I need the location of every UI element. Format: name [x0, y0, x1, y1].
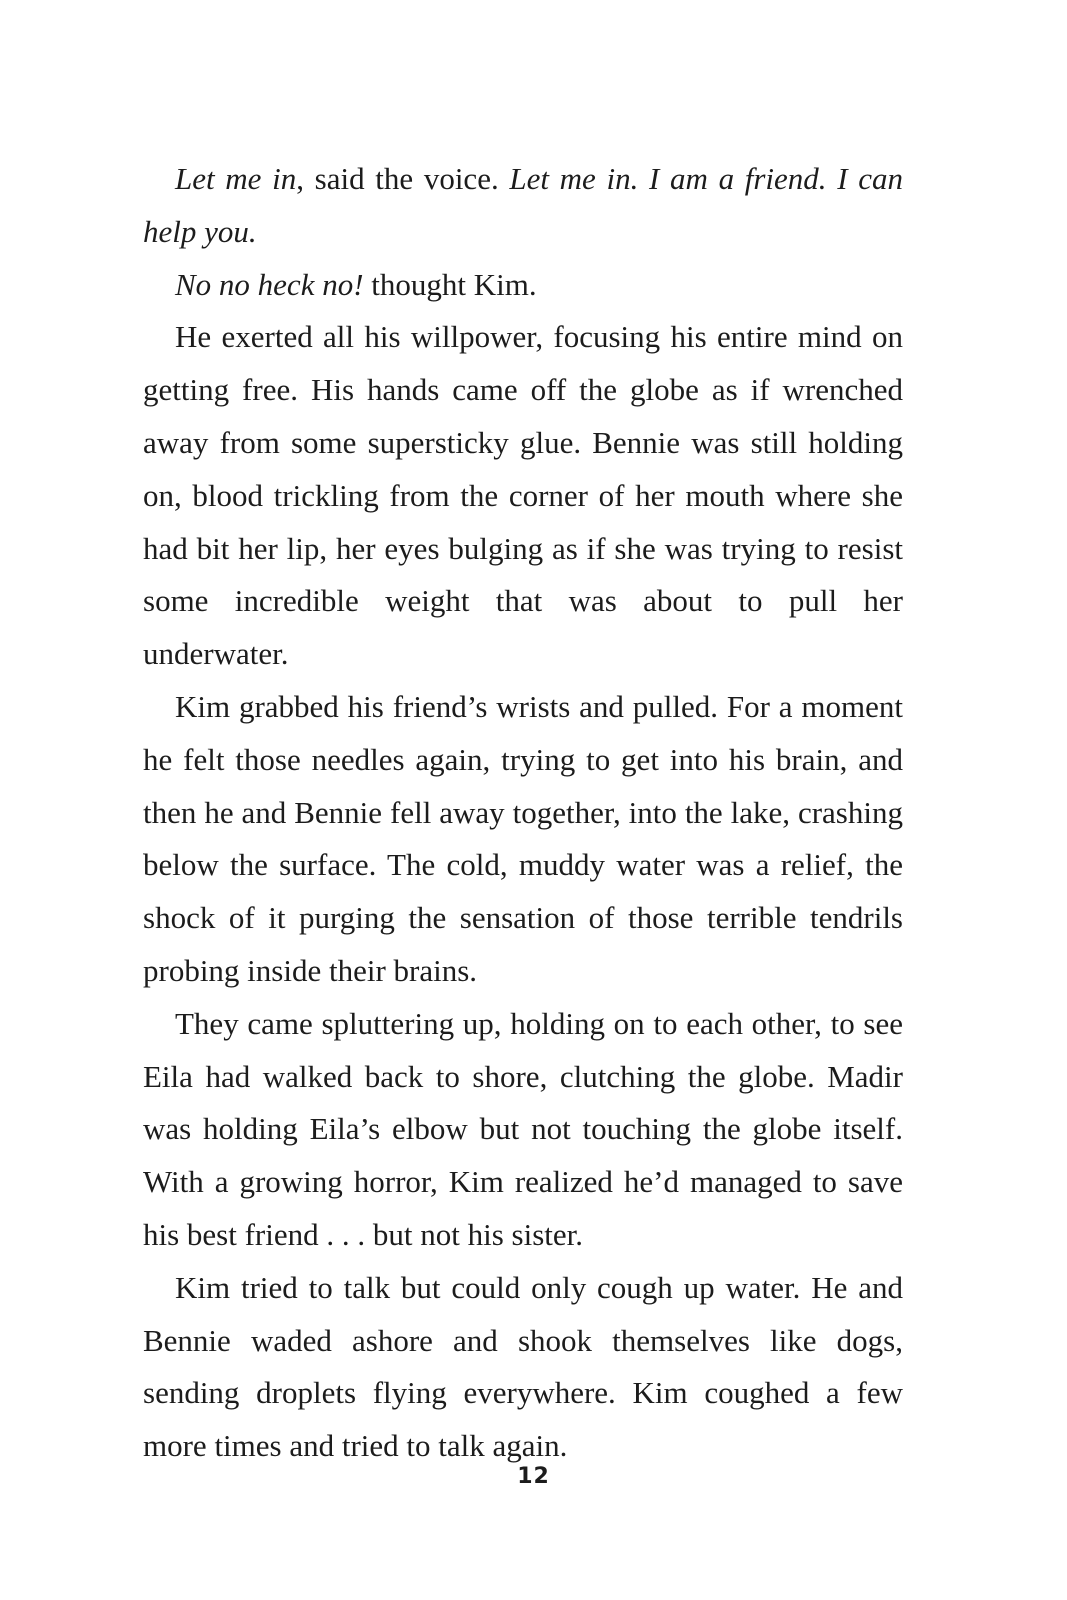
paragraph-2	[143, 259, 903, 312]
italic-voice-text: Let me in. I am a friend. I can help you.	[143, 161, 903, 249]
paragraph-3: He exerted all his willpower, focusing his entire mind on getting free. His hands came off the globe as if wrenched away from some supersticky glue. Bennie was still holding on, blood trickling from the corner of her mouth where she had bit her lip, her eyes bulging as if she was trying to resist some incredible weight that was about to pull her underwater.	[143, 319, 903, 672]
italic-voice-text: Let me in	[175, 161, 297, 196]
paragraph-6: Kim tried to talk but could only cough up water. He and Bennie waded ashore and shook themselves like dogs, sending droplets flying everywhere. Kim coughed a few more times and tried to talk again.	[143, 1269, 903, 1464]
page-number: 12	[517, 1464, 550, 1489]
paragraph-5: They came spluttering up, holding on to each other, to see Eila had walked back to shore, clutching the globe. Madir was holding Eila’s elbow but not touching the globe itself. With a growing horror, Kim realized he’d managed to save his best friend . . . but not his sister.	[143, 1005, 903, 1252]
page-body	[143, 153, 903, 1473]
narration-text: , said the voice.	[296, 161, 510, 196]
paragraph-4: Kim grabbed his friend’s wrists and pulled. For a moment he felt those needles again, trying to get into his brain, and then he and Bennie fell away together, into the lake, crashing below the surface. The cold, muddy water was a relief, the shock of it purging the sensation of those terrible tendrils probing inside their brains.	[143, 688, 903, 988]
italic-thought-text: No no heck no!	[175, 266, 364, 302]
paragraph-1	[143, 153, 903, 259]
narration-text: thought Kim.	[363, 266, 537, 302]
